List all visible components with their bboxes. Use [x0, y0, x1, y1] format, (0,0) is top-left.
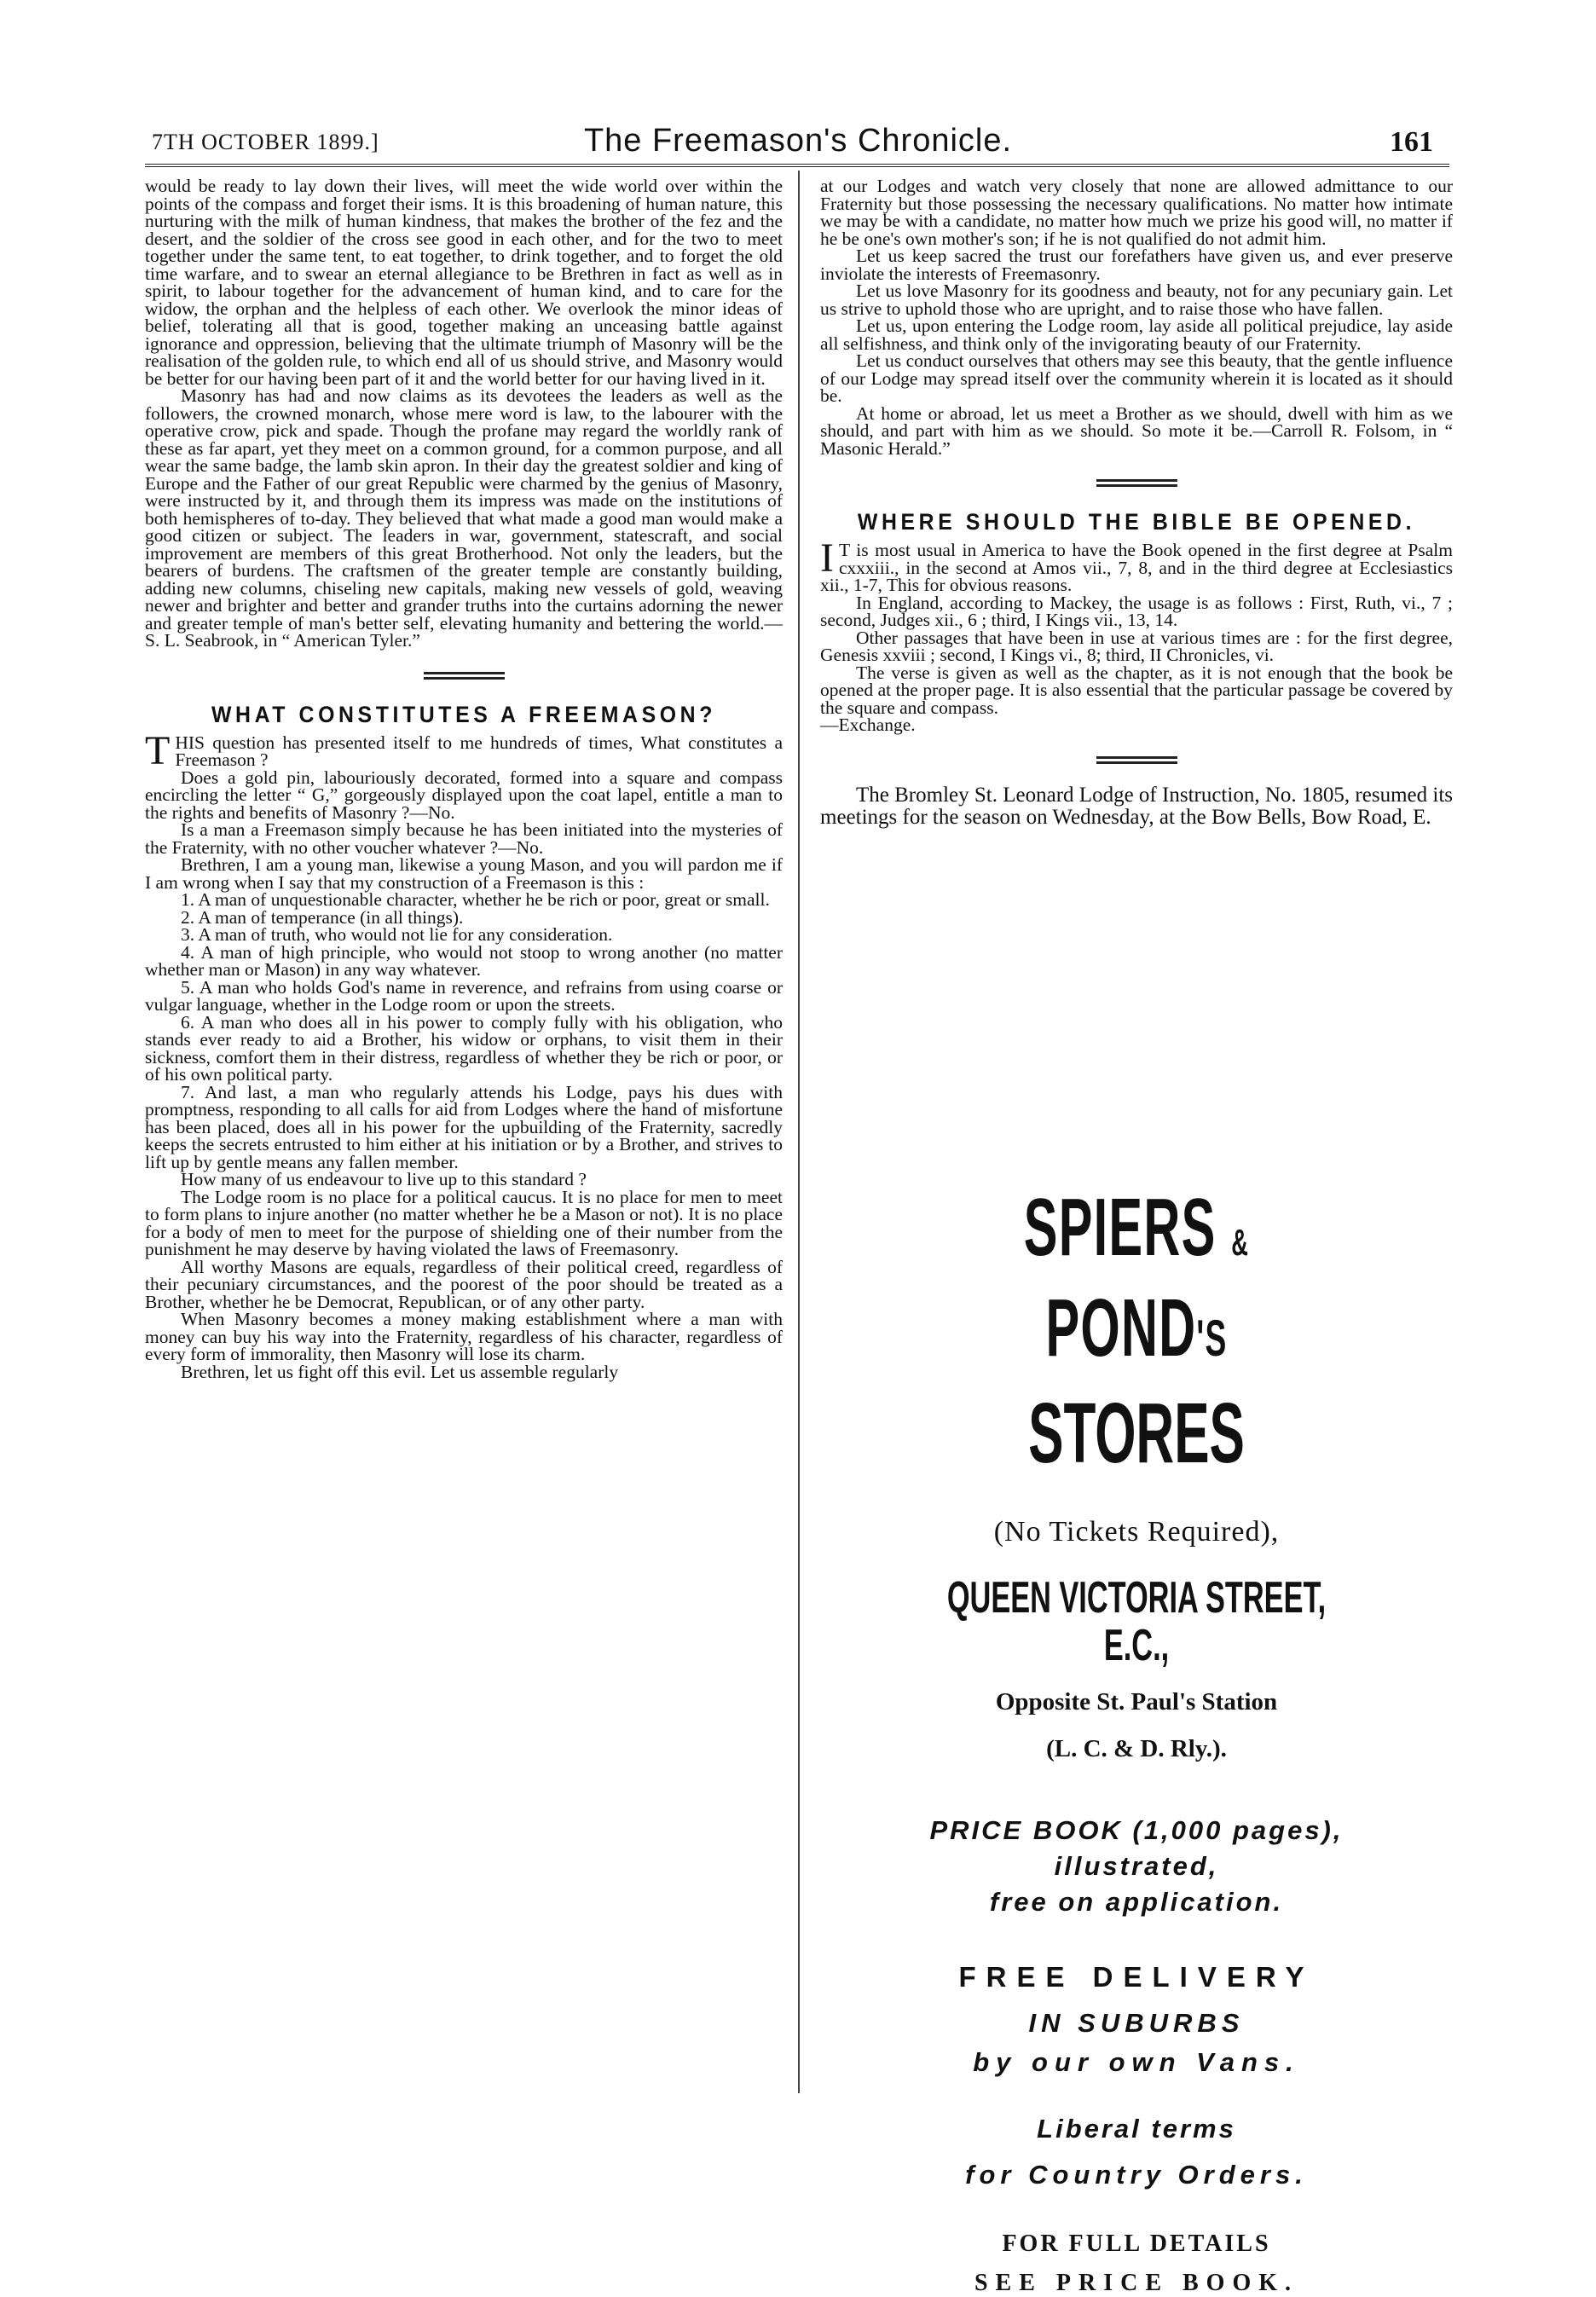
column-divider: [798, 171, 800, 2093]
section-separator: [1096, 756, 1177, 764]
article-heading: WHAT CONSTITUTES A FREEMASON?: [211, 701, 716, 727]
ad-country-orders: for Country Orders.: [965, 2160, 1308, 2190]
drop-cap: T: [145, 727, 171, 773]
masthead-title: The Freemason's Chronicle.: [583, 123, 1013, 159]
article-paragraph: The verse is given as well as the chapter, as it is not enough that the book be opened at the proper page. It is also essential that the particular passage be covered by the square and compass.: [820, 662, 1453, 718]
article-paragraph: When Masonry becomes a money making establishment where a man with money can buy his way into the Fraternity, regardless of his character, regardless of every form of immorality, then Masonry will lose its charm.: [145, 1309, 783, 1364]
article-paragraph: How many of us endeavour to live up to this standard ?: [181, 1169, 587, 1189]
ad-brand-pond: POND: [1045, 1282, 1197, 1374]
spiers-pond-advertisement: [820, 1182, 1453, 2297]
article-paragraph: The Lodge room is no place for a political caucus. It is no place for men to meet to form plans to injure another (no matter whether he be a Mason or not). It is no place for a body of men to meet for the purpose of shielding one of their number from the punishment he may deserve by having violated the laws of Freemasonry.: [145, 1186, 783, 1259]
ad-full-details: FOR FULL DETAILS: [1002, 2230, 1271, 2257]
continued-paragraph: Let us conduct ourselves that others may see this beauty, that the gentle influence of our Lodge may spread itself over the community wherein it is located as it should be.: [820, 350, 1453, 406]
ad-illustrated: illustrated,: [1054, 1851, 1219, 1881]
article-source: —Exchange.: [820, 715, 916, 735]
issue-date: 7TH OCTOBER 1899.]: [152, 130, 379, 154]
ad-free-application: free on application.: [989, 1887, 1284, 1917]
list-item: 4. A man of high principle, who would not stoop to wrong another (no matter whether man or Mason) in any way whatever.: [145, 941, 783, 980]
article-opening: [820, 535, 1453, 595]
lodge-notice: The Bromley St. Leonard Lodge of Instruction, No. 1805, resumed its meetings for the season on Wednesday, at the Bow Bells, Bow Road, E.: [820, 783, 1453, 829]
article-paragraph: Other passages that have been in use at various times are : for the first degree, Genesis xxviii ; second, I Kings vi., 8; third, II Chronicles, vi.: [820, 627, 1453, 665]
header-rule: [145, 164, 1449, 167]
ad-brand-possessive: 'S: [1196, 1310, 1228, 1367]
ad-brand-line: [940, 1182, 1333, 1381]
page-number: 161: [1390, 126, 1433, 158]
left-column: [145, 177, 783, 1380]
continued-paragraph: Let us keep sacred the trust our forefathers have given us, and ever preserve inviolate the interests of Freemasonry.: [820, 246, 1453, 284]
continued-paragraph: At home or abroad, let us meet a Brother as we should, dwell with him as we should, and part with him as we should. So mote it be.—Carroll R. Folsom, in “ Masonic Herald.”: [820, 402, 1453, 459]
ad-free-delivery: FREE DELIVERY: [958, 1961, 1315, 1993]
article-paragraph: In England, according to Mackey, the usage is as follows : First, Ruth, vi., 7 ; second, Judges xii., 6 ; third, I Kings vii., 13, 14.: [820, 592, 1453, 630]
ad-see-price-book: SEE PRICE BOOK.: [974, 2270, 1299, 2296]
list-item: 1. A man of unquestionable character, whether he be rich or poor, great or small.: [181, 889, 770, 910]
continued-paragraph: at our Lodges and watch very closely that none are allowed admittance to our Fraternity but those possessing the necessary qualifications. No matter how intimate we may be with a candidate, no matter how much we prize his good will, no matter if he be one's own mother's son; if he is not qualified do not admit him.: [820, 176, 1453, 249]
continued-paragraph: Let us love Masonry for its goodness and beauty, not for any pecuniary gain. Let us strive to uphold those who are upright, and to raise those who have fallen.: [820, 281, 1453, 319]
continued-paragraph: Masonry has had and now claims as its devotees the leaders as well as the followers, the crowned monarch, whose mere word is law, to the labourer with the operative crow, pick and spade. Though the profane may regard the worldly rank of these as far apart, yet they meet on a common ground, for a common purpose, and all wear the same badge, the lamb skin apron. In their day the greatest soldier and king of Europe and the Father of our great Republic were charmed by the genius of Masonry, were instructed by it, and through them its impress was made on the institutions of both hemispheres of to-day. They believed that what made a good man would make a good citizen or subject. The leaders in war, government, statescraft, and social improvement are members of this great Brotherhood. Not only the leaders, but the bearers of burdens. The craftsmen of the greater temple are constantly building, adding new columns, chiseling new capitals, making new vessels of gold, weaving newer and brighter and better and grander truths into the curtains adorning the newer and greater temple of man's better self, elevating humanity and bettering the world.—S. L. Seabrook, in “ American Tyler.”: [145, 385, 783, 651]
section-separator: [1096, 479, 1177, 487]
ad-opposite: Opposite St. Paul's Station: [995, 1688, 1278, 1716]
list-item: 7. And last, a man who regularly attends his Lodge, pays his dues with promptness, responding to all calls for aid from Lodges where the hand of misfortune has been placed, does all in his power for the upbuilding of the Fraternity, sacredly keeps the secrets entrusted to him either at his initiation or by a Brother, and strives to lift up by gentle means any fallen member.: [145, 1081, 783, 1172]
list-item: 2. A man of temperance (in all things).: [181, 906, 464, 928]
ad-price-book: PRICE BOOK (1,000 pages),: [929, 1815, 1344, 1845]
ad-own-vans: by our own Vans.: [973, 2047, 1300, 2077]
ad-stores: STORES: [1028, 1386, 1245, 1481]
continued-paragraph: Let us, upon entering the Lodge room, lay aside all political prejudice, lay aside all selfishness, and think only of the invigorating beauty of our Fraternity.: [820, 315, 1453, 354]
article-paragraph: Is a man a Freemason simply because he has been initiated into the mysteries of the Fraternity, with no other voucher whatever ?—No.: [145, 819, 783, 858]
drop-cap: I: [820, 535, 834, 581]
article-heading: WHERE SHOULD THE BIBLE BE OPENED.: [857, 509, 1416, 535]
ad-suburbs: IN SUBURBS: [1028, 2008, 1245, 2038]
ad-railway: (L. C. & D. Rly.).: [1046, 1735, 1227, 1762]
ad-brand-spiers: SPIERS: [1023, 1182, 1217, 1273]
article-paragraph: All worthy Masons are equals, regardless of their political creed, regardless of their pecuniary circumstances, and the poorest of the poor should be treated as a Brother, whether he be Democrat, Republican, or of any other party.: [145, 1256, 783, 1312]
ad-brand-amp: &: [1231, 1222, 1250, 1264]
ad-address: QUEEN VICTORIA STREET, E.C.,: [946, 1573, 1327, 1670]
section-separator: [424, 672, 505, 680]
list-item: 5. A man who holds God's name in reverence, and refrains from using coarse or vulgar language, whether in the Lodge room or upon the streets.: [145, 976, 783, 1015]
opening-text: T is most usual in America to have the Book opened in the first degree at Psalm cxxxiii., in the second at Amos vii., 7, 8, and in the third degree at Ecclesiastics xii., 1-7, This for obvious reasons.: [820, 540, 1453, 595]
article-opening: [145, 727, 783, 773]
ad-liberal-terms: Liberal terms: [1037, 2114, 1236, 2144]
list-item: 3. A man of truth, who would not lie for any consideration.: [181, 924, 613, 945]
right-column: [820, 177, 1453, 829]
article-paragraph: Brethren, let us fight off this evil. Let us assemble regularly: [181, 1361, 619, 1382]
ad-no-tickets: (No Tickets Required),: [993, 1516, 1280, 1548]
continued-paragraph: would be ready to lay down their lives, will meet the wide world over within the points of the compass and forget their isms. It is this broadening of human nature, this nurturing with the milk of human kindness, that makes the brother of the fez and the desert, and the soldier of the cross see good in each other, and for the two to meet together under the same tent, to eat together, to drink together, and to forget the old time warfare, and to swear an eternal allegiance to be Brethren in fact as well as in spirit, to labour together for the advancement of human kind, and to care for the widow, the orphan and the helpless of each other. We overlook the minor ideas of belief, tolerating all that is good, together making an unceasing battle against ignorance and oppression, believing that the ultimate triumph of Masonry will be the realisation of the golden rule, to which end all of us should strive, and Masonry would be better for our having been part of it and the world better for our having lived in it.: [145, 176, 783, 389]
opening-text: HIS question has presented itself to me hundreds of times, What constitutes a Freemason ?: [175, 732, 783, 770]
article-paragraph: Does a gold pin, labouriously decorated, formed into a square and compass encircling the letter “ G,” gorgeously displayed upon the coat lapel, entitle a man to the rights and benefits of Masonry ?—No.: [145, 767, 783, 823]
article-paragraph: Brethren, I am a young man, likewise a young Mason, and you will pardon me if I am wrong when I say that my construction of a Freemason is this :: [145, 854, 783, 893]
list-item: 6. A man who does all in his power to comply fully with his obligation, who stands ever ready to aid a Brother, his widow or orphans, to visit them in their sickness, comfort them in their distress, regardless of whether they be rich or poor, or of his own political party.: [145, 1011, 783, 1085]
